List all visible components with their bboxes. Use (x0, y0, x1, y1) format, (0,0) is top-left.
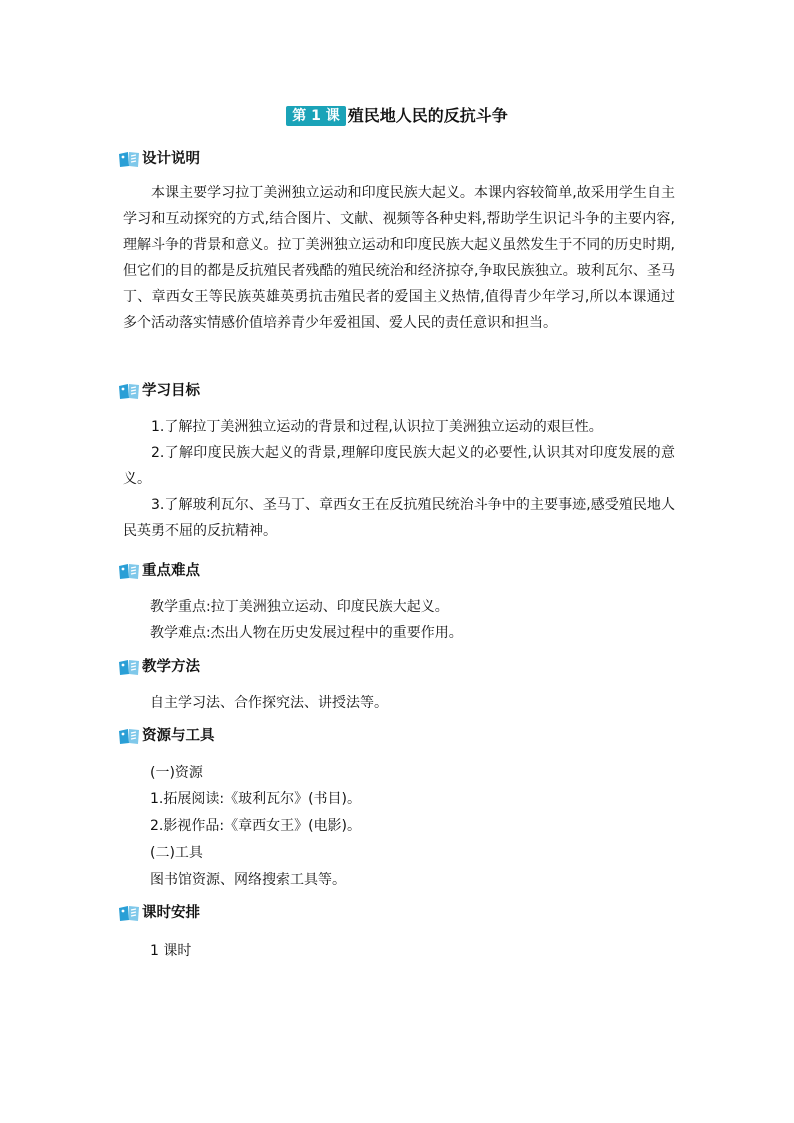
teaching-focus: 教学重点:拉丁美洲独立运动、印度民族大起义。 (150, 599, 449, 615)
lesson-title: 殖民地人民的反抗斗争 (347, 106, 508, 125)
book-icon (118, 904, 140, 922)
section-heading-goals (118, 380, 200, 402)
goal-item-2: 2.了解印度民族大起义的背景,理解印度民族大起义的必要性,认识其对印度发展的意义。 (123, 445, 675, 487)
schedule-text: 1 课时 (150, 943, 192, 959)
section-title: 重点难点 (142, 563, 200, 579)
book-icon (118, 727, 140, 745)
methods-text: 自主学习法、合作探究法、讲授法等。 (150, 695, 388, 711)
section-title: 学习目标 (142, 383, 200, 399)
resources-subheading: (一)资源 (150, 765, 203, 781)
goal-item-1: 1.了解拉丁美洲独立运动的背景和过程,认识拉丁美洲独立运动的艰巨性。 (151, 419, 603, 435)
section-title: 教学方法 (142, 659, 200, 675)
goal-item-3: 3.了解玻利瓦尔、圣马丁、章西女王在反抗殖民统治斗争中的主要事迹,感受殖民地人民英勇不屈的反抗精神。 (123, 497, 675, 539)
section-title: 资源与工具 (142, 728, 215, 744)
design-paragraph: 本课主要学习拉丁美洲独立运动和印度民族大起义。本课内容较简单,故采用学生自主学习和互动探究的方式,结合图片、文献、视频等各种史料,帮助学生识记斗争的主要内容,理解斗争的背景和意义。拉丁美洲独立运动和印度民族大起义虽然发生于不同的历史时期,但它们的目的都是反抗殖民者残酷的殖民统治和经济掠夺,争取民族独立。玻利瓦尔、圣马丁、章西女王等民族英雄英勇抗击殖民者的爱国主义热情,值得青少年学习,所以本课通过多个活动落实情感价值培养青少年爱祖国、爱人民的责任意识和担当。 (123, 185, 675, 331)
tools-text: 图书馆资源、网络搜索工具等。 (150, 872, 346, 888)
book-icon (118, 658, 140, 676)
section-title: 设计说明 (142, 151, 200, 167)
book-icon (118, 150, 140, 168)
lesson-title-row (0, 104, 794, 128)
tools-subheading: (二)工具 (150, 845, 203, 861)
resource-item-1: 1.拓展阅读:《玻利瓦尔》(书目)。 (150, 791, 361, 807)
section-heading-resources (118, 725, 215, 747)
teaching-difficulty: 教学难点:杰出人物在历史发展过程中的重要作用。 (150, 625, 463, 641)
section-heading-design (118, 148, 200, 170)
section-heading-schedule (118, 902, 200, 924)
book-icon (118, 382, 140, 400)
resource-item-2: 2.影视作品:《章西女王》(电影)。 (150, 818, 361, 834)
section-title: 课时安排 (142, 905, 200, 921)
section-heading-methods (118, 656, 200, 678)
lesson-badge: 第 1 课 (286, 106, 346, 126)
book-icon (118, 562, 140, 580)
section-heading-keypoints (118, 560, 200, 582)
